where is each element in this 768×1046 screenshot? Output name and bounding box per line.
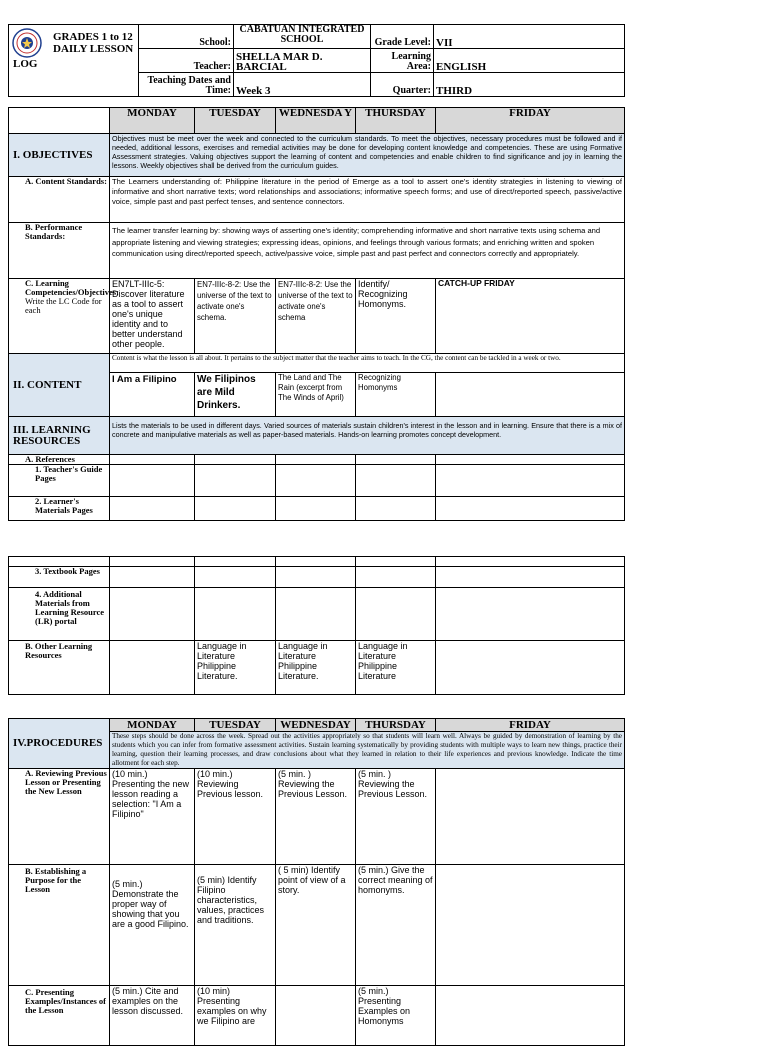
lm-wednesday [276,497,356,521]
day-header-friday: FRIDAY [436,108,625,134]
procedures-table [8,718,625,1046]
competency-wednesday: EN7-IIIc-8-2: Use the universe of the text to activate one's schema [276,279,356,354]
tg-wednesday [276,465,356,497]
proc-day-header-friday: FRIDAY [436,719,625,732]
day-header-wednesday: WEDNESDA Y [276,108,356,134]
day-header-thursday: THURSDAY [356,108,436,134]
content-monday: I Am a Filipino [110,373,195,417]
objectives-note: Objectives must be meet over the week and connected to the curriculum standards. To meet the objectives, necessary procedures must be followed and if needed, additional lessons, exercises and remedial activities may be done for developing content knowledge and competencies. These are using Formative Assessment strategies. Valuing objectives support the learning of content and competencies and enable children to find significance and joy in learning the lessons. Weekly objectives shall be derived from the curriculum guides. [110,134,625,177]
other-resources-label: B. Other Learning Resources [9,641,110,695]
log-title-line3: LOG [13,58,38,70]
proc-a-label: A. Reviewing Previous Lesson or Presenting the New Lesson [9,769,110,865]
header-table [8,24,625,97]
resources-note: Lists the materials to be used in different days. Varied sources of materials sustain children's interest in the lesson and in learning. Ensure that there is a mix of concrete and manipulative materials as well as paper-based materials. Hands-on learning promotes concept development. [110,417,625,455]
proc-a-tuesday: (10 min.) Reviewing Previous lesson. [195,769,276,865]
teacher-value: SHELLA MAR D. BARCIAL [234,49,371,73]
school-label: School: [139,25,234,49]
lm-tuesday [195,497,276,521]
proc-c-label: C. Presenting Examples/Instances of the Lesson [9,986,110,1046]
additional-thursday [356,588,436,641]
other-resources-tuesday: Language in Literature Philippine Literature. [195,641,276,695]
quarter-value: THIRD [434,73,625,97]
resources-title: III. LEARNING RESOURCES [9,417,110,455]
textbook-pages-label: 3. Textbook Pages [9,567,110,588]
proc-a-monday: (10 min.) Presenting the new lesson reading a selection: "I Am a Filipino" [110,769,195,865]
performance-standards-label: B. Performance Standards: [9,223,110,279]
dates-value: Week 3 [234,73,371,97]
spacer-fri [436,557,625,567]
competency-monday: EN7LT-IIIc-5: Discover literature as a tool to assert one's unique identity and to better understand other people. [110,279,195,354]
teachers-guide-label: 1. Teacher's Guide Pages [9,465,110,497]
spacer-row-label [9,557,110,567]
area-label: Learning Area: [371,49,434,73]
dates-label: Teaching Dates and Time: [139,73,234,97]
competency-thursday: Identify/ Recognizing Homonyms. [356,279,436,354]
other-friday [436,641,625,695]
lm-monday [110,497,195,521]
log-title-line1: GRADES 1 to 12 [53,31,133,43]
proc-c-wednesday [276,986,356,1046]
proc-day-header-monday: MONDAY [110,719,195,732]
proc-b-friday [436,865,625,986]
school-value: CABATUAN INTEGRATED SCHOOL [234,25,371,49]
textbook-tuesday [195,567,276,588]
textbook-monday [110,567,195,588]
tg-monday [110,465,195,497]
area-value: ENGLISH [434,49,625,73]
spacer-tue [195,557,276,567]
content-wednesday: The Land and The Rain (excerpt from The Winds of April) [276,373,356,417]
references-friday [436,455,625,465]
tg-friday [436,465,625,497]
other-monday [110,641,195,695]
learners-materials-label: 2. Learner's Materials Pages [9,497,110,521]
day-header-monday: MONDAY [110,108,195,134]
textbook-thursday [356,567,436,588]
spacer-thu [356,557,436,567]
log-title-line2: DAILY LESSON [53,43,134,55]
content-thursday: Recognizing Homonyms [356,373,436,417]
objectives-table [8,107,625,521]
other-resources-wednesday: Language in Literature Philippine Literature. [276,641,356,695]
additional-monday [110,588,195,641]
grade-value: VII [434,25,625,49]
proc-b-label: B. Establishing a Purpose for the Lesson [9,865,110,986]
log-title [53,31,133,55]
proc-day-header-tuesday: TUESDAY [195,719,276,732]
day-header-tuesday: TUESDAY [195,108,276,134]
competencies-sub-label: Write the LC Code for each [25,296,102,315]
teacher-label: Teacher: [139,49,234,73]
header-logo-cell [9,25,139,97]
textbook-wednesday [276,567,356,588]
references-thursday [356,455,436,465]
proc-a-thursday: (5 min. ) Reviewing the Previous Lesson. [356,769,436,865]
additional-friday [436,588,625,641]
other-resources-thursday: Language in Literature Philippine Literature [356,641,436,695]
performance-standards-text: The learner transfer learning by: showing ways of asserting one's identity; comprehending informative and short narrative texts using schema and appropriate listening and viewing strategies; expressing ideas, opinions, and feelings through various formats; and enriching written and spoken communication using direct/reported speech, active/passive voice, simple past and past perfect and connectors correctly and appropriately. [110,223,625,279]
proc-b-monday: (5 min.) Demonstrate the proper way of showing that you are a good Filipino. [110,865,195,986]
proc-b-thursday: (5 min.) Give the correct meaning of homonyms. [356,865,436,986]
tg-thursday [356,465,436,497]
proc-a-friday [436,769,625,865]
quarter-label: Quarter: [371,73,434,97]
corner-cell [9,108,110,134]
proc-c-tuesday: (10 min) Presenting examples on why we Filipino are [195,986,276,1046]
resources-continued-table [8,556,625,695]
procedures-title: IV.PROCEDURES [9,719,110,769]
proc-c-friday [436,986,625,1046]
content-standards-text: The Learners understanding of: Philippine literature in the period of Emerge as a tool to assert one's identity strategies in listening to viewing of informative and short narrative texts; word relationships and associations; informative speech forms; and use of direct/reported speech, passive/active voice, simple past and past perfect tenses, and sentence connectors. [110,177,625,223]
tg-tuesday [195,465,276,497]
lm-friday [436,497,625,521]
competencies-label-cell [9,278,119,354]
additional-wednesday [276,588,356,641]
lm-thursday [356,497,436,521]
references-wednesday [276,455,356,465]
additional-tuesday [195,588,276,641]
competencies-label: C. Learning Competencies/Objectives: [25,278,119,297]
content-note: Content is what the lesson is all about. It pertains to the subject matter that the teacher aims to teach. In the CG, the content can be tackled in a week or two. [110,354,625,373]
textbook-friday [436,567,625,588]
grade-label: Grade Level: [371,25,434,49]
content-friday [436,373,625,417]
proc-day-header-thursday: THURSDAY [356,719,436,732]
competency-friday: CATCH-UP FRIDAY [436,279,625,354]
proc-b-wednesday: ( 5 min) Identify point of view of a story. [276,865,356,986]
references-label: A. References [9,455,110,465]
spacer-mon [110,557,195,567]
content-tuesday: We Filipinos are Mild Drinkers. [195,373,276,417]
spacer-wed [276,557,356,567]
additional-materials-label: 4. Additional Materials from Learning Resource (LR) portal [9,588,110,641]
references-tuesday [195,455,276,465]
proc-day-header-wednesday: WEDNESDAY [276,719,356,732]
proc-a-wednesday: (5 min. ) Reviewing the Previous Lesson. [276,769,356,865]
competency-tuesday: EN7-IIIc-8-2: Use the universe of the text to activate one's schema. [195,279,276,354]
proc-c-monday: (5 min.) Cite and examples on the lesson discussed. [110,986,195,1046]
procedures-note: These steps should be done across the week. Spread out the activities appropriately so that students will learn well. Always be guided by demonstration of learning by the students which you can infer from formative assessment activities. Sustain learning systematically by providing students with multiple ways to learn new things, practice their learning, question their learning processes, and draw conclusions about what they learned in relation to their life experiences and previous knowledge. Indicate the time allotment for each step. [110,732,625,769]
proc-b-tuesday: (5 min) Identify Filipino characteristics, values, practices and traditions. [195,865,276,986]
deped-seal-icon [12,28,42,58]
objectives-title: I. OBJECTIVES [9,134,110,177]
references-monday [110,455,195,465]
content-standards-label: A. Content Standards: [9,177,110,223]
content-title: II. CONTENT [9,354,110,417]
proc-c-thursday: (5 min.) Presenting Examples on Homonyms [356,986,436,1046]
